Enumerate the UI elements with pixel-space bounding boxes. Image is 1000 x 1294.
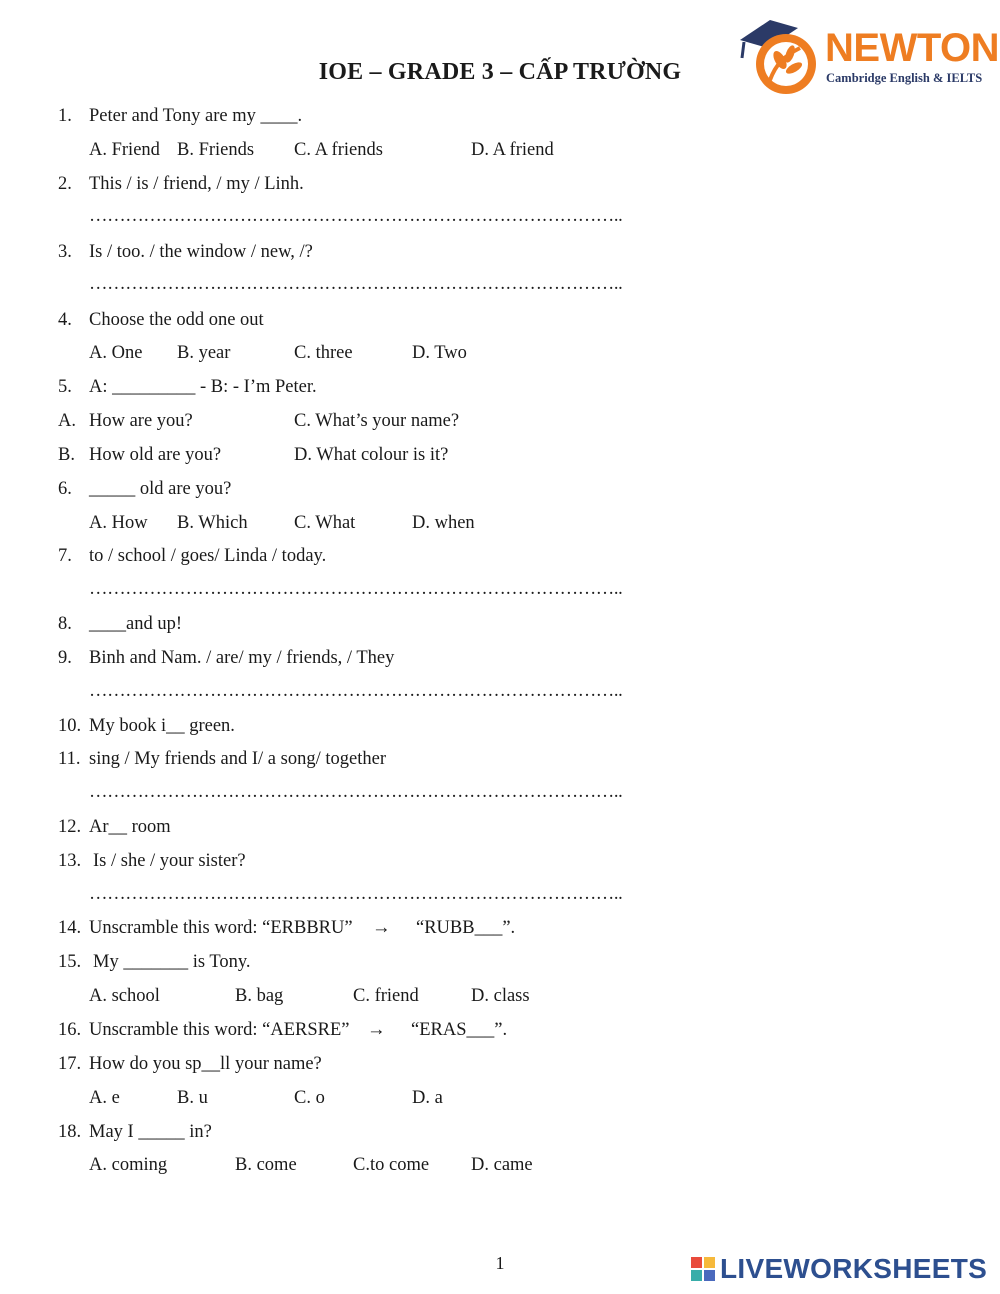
question-text: This / is / friend, / my / Linh. [89, 174, 304, 194]
option: D. came [471, 1155, 533, 1175]
option: D. What colour is it? [294, 445, 449, 465]
question-text: A: _________ - B: - I’m Peter. [89, 377, 317, 397]
option: B. bag [235, 986, 284, 1006]
question-text: to / school / goes/ Linda / today. [89, 546, 327, 566]
option: D. a [412, 1088, 443, 1108]
option: How are you? [89, 411, 193, 431]
option: A. coming [89, 1155, 168, 1175]
liveworksheets-brand: LIVEWORKSHEETS [720, 1253, 988, 1284]
answer-line: …………………………………………………………………………….. [89, 206, 623, 226]
option: B. Friends [177, 140, 255, 160]
option: D. A friend [471, 140, 554, 160]
option: D. class [471, 986, 530, 1006]
question-text: My _______ is Tony. [93, 952, 251, 972]
question-text: Unscramble this word: “ERBBRU” [89, 918, 353, 938]
question-text: Binh and Nam. / are/ my / friends, / They [89, 648, 395, 668]
question-text: My book i__ green. [89, 716, 235, 736]
option: A. One [89, 343, 143, 363]
option: D. Two [412, 343, 467, 363]
answer-line: …………………………………………………………………………….. [89, 884, 623, 904]
liveworksheets-icon [690, 1256, 716, 1282]
answer-blank: “RUBB___”. [416, 918, 516, 938]
option: D. when [412, 513, 475, 533]
option: A. How [89, 513, 148, 533]
option: C. friend [353, 986, 419, 1006]
option: How old are you? [89, 445, 222, 465]
option: C. three [294, 343, 353, 363]
option: C. What [294, 513, 356, 533]
option: C.to come [353, 1155, 430, 1175]
logo-subtitle: Cambridge English & IELTS [826, 71, 983, 85]
option: C. o [294, 1088, 325, 1108]
question-text: Is / too. / the window / new, /? [89, 242, 313, 262]
answer-line: …………………………………………………………………………….. [89, 782, 623, 802]
question-text: May I _____ in? [89, 1122, 212, 1142]
newton-emblem-icon [736, 14, 826, 100]
option: B. Which [177, 513, 248, 533]
question-text: Ar__ room [89, 817, 171, 837]
question-text: ____and up! [89, 614, 182, 634]
option: A. Friend [89, 140, 160, 160]
logo-name: NEWTON [825, 26, 1000, 70]
option: C. A friends [294, 140, 383, 160]
option: C. What’s your name? [294, 411, 460, 431]
answer-line: …………………………………………………………………………….. [89, 681, 623, 701]
question-text: Peter and Tony are my ____. [89, 106, 303, 126]
answer-line: …………………………………………………………………………….. [89, 274, 623, 294]
option: B. u [177, 1088, 208, 1108]
answer-line: …………………………………………………………………………….. [89, 579, 623, 599]
answer-blank: “ERAS___”. [411, 1020, 508, 1040]
option: A. e [89, 1088, 120, 1108]
option: B. come [235, 1155, 297, 1175]
page-title: IOE – GRADE 3 – CẤP TRƯỜNG [318, 59, 682, 85]
question-text: sing / My friends and I/ a song/ together [89, 749, 386, 769]
question-text: Is / she / your sister? [93, 851, 246, 871]
option: A. school [89, 986, 160, 1006]
question-text: Unscramble this word: “AERSRE” [89, 1020, 350, 1040]
arrow-icon: → [372, 918, 391, 938]
newton-logo [736, 14, 1000, 100]
question-text: _____ old are you? [89, 479, 232, 499]
arrow-icon: → [367, 1020, 386, 1040]
page-number: 1 [495, 1253, 505, 1273]
option: B. year [177, 343, 231, 363]
question-text: Choose the odd one out [89, 310, 264, 330]
question-text: How do you sp__ll your name? [89, 1054, 322, 1074]
